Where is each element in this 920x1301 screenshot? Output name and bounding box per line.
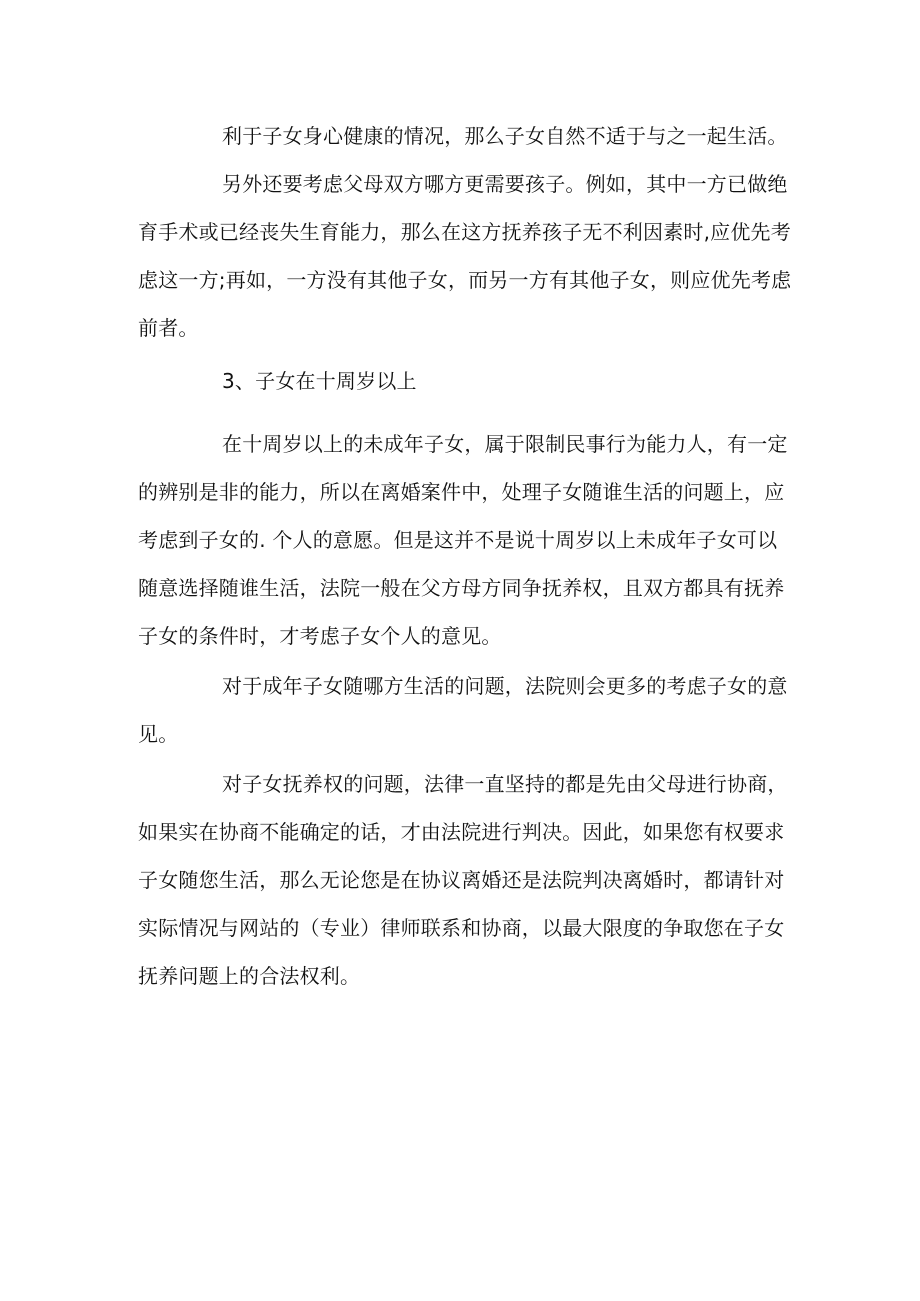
paragraph-custody-negotiation: 对子女抚养权的问题，法律一直坚持的都是先由父母进行协商，如果实在协商不能确定的话，才由法院进行判决。因此，如果您有权要求子女随您生活，那么无论您是在协议离婚还是法院判决离婚时，都请针对实际情况与网站的（专业）律师联系和协商，以最大限度的争取您在子女抚养问题上的合法权利。 bbox=[138, 772, 788, 988]
paragraph-parental-need: 另外还要考虑父母双方哪方更需要孩子。例如，其中一方已做绝育手术或已经丧失生育能力，那么在这方抚养孩子无不利因素时,应优先考虑这一方;再如，一方没有其他子女，而另一方有其他子女，则应优先考虑前者。 bbox=[138, 172, 792, 340]
paragraph-continuation: 利于子女身心健康的情况，那么子女自然不适于与之一起生活。 bbox=[222, 124, 788, 148]
paragraph-children-over-ten: 在十周岁以上的未成年子女，属于限制民事行为能力人，有一定的辨别是非的能力，所以在离婚案件中，处理子女随谁生活的问题上，应考虑到子女的. 个人的意愿。但是这并不是说十周岁以上未成年子女可以随意选择随谁生活，法院一般在父方母方同争抚养权，且双方都具有抚养子女的条件时，才考虑子女个人的意见。 bbox=[138, 432, 788, 648]
paragraph-adult-children: 对于成年子女随哪方生活的问题，法院则会更多的考虑子女的意见。 bbox=[138, 674, 788, 746]
section-heading: 3、子女在十周岁以上 bbox=[222, 369, 417, 393]
